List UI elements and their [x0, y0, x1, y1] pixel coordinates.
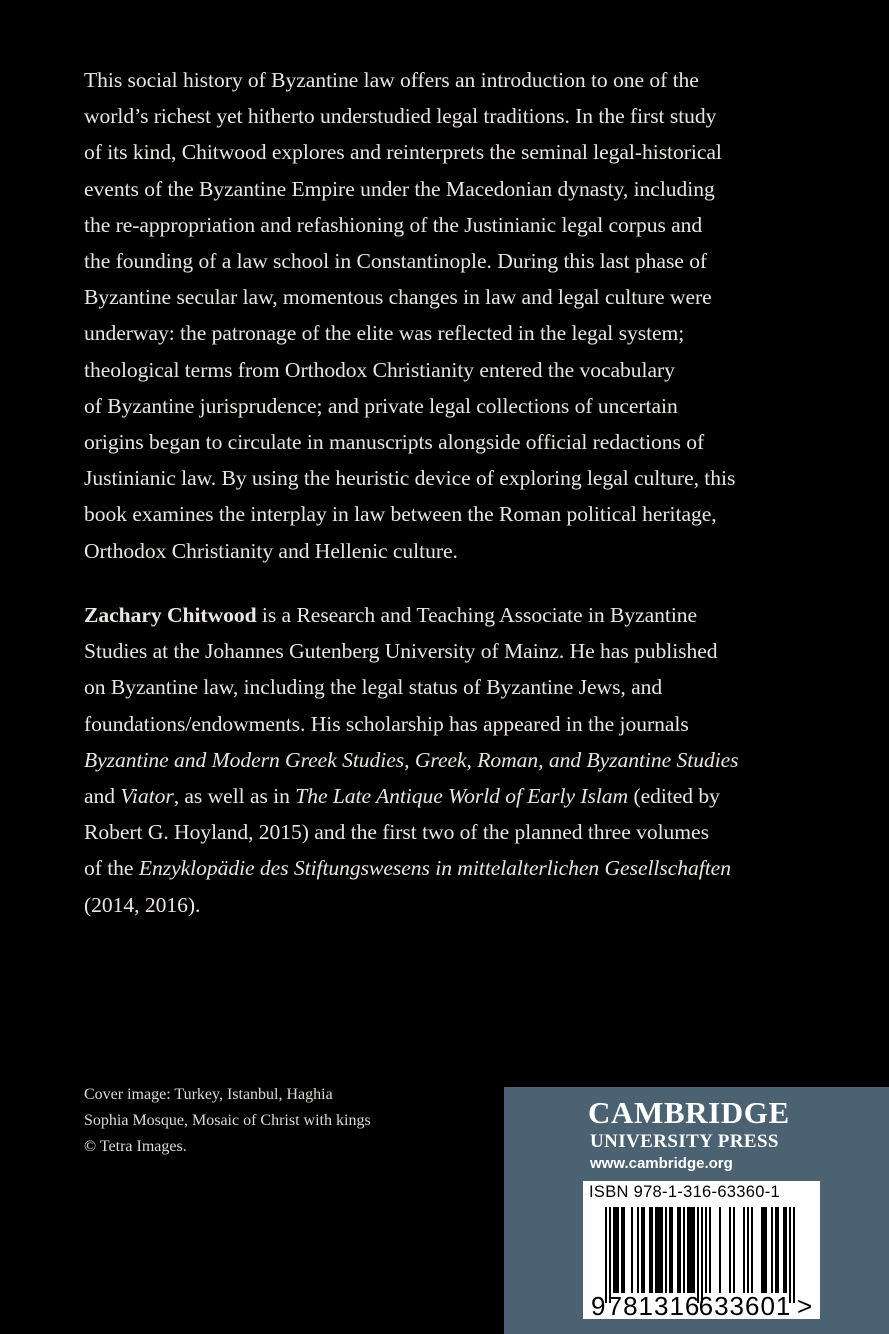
publisher-subtitle: UNIVERSITY PRESS — [590, 1131, 779, 1152]
barcode-bar — [609, 1207, 611, 1303]
barcode-bar — [631, 1207, 633, 1293]
barcode-bar — [655, 1207, 657, 1293]
author-bio — [84, 597, 784, 923]
barcode-bar — [691, 1207, 693, 1293]
barcode-bar — [661, 1207, 663, 1293]
barcode-bar — [687, 1207, 689, 1293]
barcode-bar — [785, 1207, 787, 1293]
barcode-bar — [665, 1207, 667, 1293]
barcode-digits-right: 633601 — [698, 1291, 792, 1319]
barcode-bar — [697, 1207, 699, 1303]
barcode-bar — [705, 1207, 707, 1293]
isbn-barcode — [583, 1181, 820, 1319]
blurb-line: the re-appropriation and refashioning of the Justinianic legal corpus and — [84, 212, 703, 237]
barcode-bar — [693, 1207, 695, 1293]
journal-title: Viator — [120, 784, 174, 809]
bio-text: on Byzantine law, including the legal status of Byzantine Jews, and — [84, 675, 663, 700]
blurb-line: theological terms from Orthodox Christianity entered the vocabulary — [84, 357, 675, 382]
barcode-bar — [643, 1207, 645, 1293]
journal-title: Greek, Roman, and Byzantine Studies — [414, 747, 739, 772]
barcode-digits-left: 781316 — [607, 1291, 701, 1319]
barcode-bar — [615, 1207, 617, 1293]
blurb-line: of Byzantine jurisprudence; and private legal collections of uncertain — [84, 393, 678, 418]
bio-text: foundations/endowments. His scholarship has appeared in the journals — [84, 711, 689, 736]
barcode-bar — [709, 1207, 711, 1293]
author-name: Zachary Chitwood — [84, 603, 257, 627]
bio-text: is a Research and Teaching Associate in Byzantine — [256, 603, 698, 627]
barcode-bar — [677, 1207, 679, 1293]
barcode-end-mark: > — [797, 1291, 813, 1319]
journal-title: Byzantine and Modern Greek Studies — [84, 747, 405, 772]
barcode-bar — [743, 1207, 745, 1293]
barcode-bar — [777, 1207, 779, 1293]
blurb-line: Justinianic law. By using the heuristic device of exploring legal culture, this — [84, 466, 736, 491]
barcode-bar — [729, 1207, 731, 1293]
blurb-line: This social history of Byzantine law offers an introduction to one of the — [84, 68, 699, 92]
publisher-url: www.cambridge.org — [590, 1155, 733, 1172]
barcode-bar — [669, 1207, 671, 1293]
barcode-bar — [621, 1207, 623, 1293]
barcode-bar — [689, 1207, 691, 1293]
credit-line: Sophia Mosque, Mosaic of Christ with kings — [84, 1112, 371, 1129]
bio-text: (2014, 2016). — [84, 892, 201, 917]
barcode-bar — [719, 1207, 721, 1293]
barcode-bar — [751, 1207, 753, 1293]
bio-text: of the — [84, 856, 139, 881]
barcode-bar — [783, 1207, 785, 1293]
isbn-number: ISBN 978-1-316-63360-1 — [589, 1183, 780, 1201]
barcode-bar — [649, 1207, 651, 1293]
book-title: The Late Antique World of Early Islam — [295, 784, 629, 809]
barcode-bar — [771, 1207, 773, 1293]
blurb-line: Byzantine secular law, momentous changes in law and legal culture were — [84, 285, 712, 310]
blurb-line: origins began to circulate in manuscripts alongside official redactions of — [84, 430, 705, 455]
barcode-bar — [623, 1207, 625, 1293]
barcode-digit: 9 — [591, 1291, 606, 1319]
barcode-bar — [657, 1207, 659, 1293]
barcode-bars — [605, 1207, 795, 1303]
barcode-bar — [761, 1207, 763, 1293]
barcode-bar — [775, 1207, 777, 1293]
barcode-bar — [733, 1207, 735, 1293]
bio-text: (edited by — [628, 784, 720, 809]
publisher-panel — [504, 1087, 889, 1334]
credit-line: Cover image: Turkey, Istanbul, Haghia — [84, 1086, 333, 1103]
barcode-bar — [763, 1207, 765, 1293]
barcode-bar — [701, 1207, 703, 1303]
blurb-line: of its kind, Chitwood explores and reinterprets the seminal legal-historical — [84, 140, 722, 165]
barcode-bar — [613, 1207, 615, 1293]
barcode-bar — [671, 1207, 673, 1293]
cover-image-credit — [84, 1082, 434, 1160]
barcode-bar — [789, 1207, 791, 1303]
barcode-bar — [683, 1207, 685, 1293]
bio-text: Studies at the Johannes Gutenberg University of Mainz. He has published — [84, 639, 718, 664]
blurb-line: world’s richest yet hitherto understudied legal traditions. In the first study — [84, 104, 717, 129]
barcode-bar — [605, 1207, 607, 1303]
blurb-line: book examines the interplay in law between the Roman political heritage, — [84, 502, 717, 527]
book-title: Enzyklopädie des Stiftungswesens in mittelalterlichen Gesellschaften — [138, 856, 731, 881]
bio-text: , as well as in — [173, 784, 296, 809]
publisher-name: CAMBRIDGE — [588, 1095, 790, 1130]
bio-text: Robert G. Hoyland, 2015) and the first two of the planned three volumes — [84, 820, 709, 845]
barcode-bar — [659, 1207, 661, 1293]
barcode-bar — [651, 1207, 653, 1293]
credit-line: © Tetra Images. — [84, 1138, 187, 1155]
bio-text: and — [84, 784, 121, 809]
back-cover-blurb — [84, 62, 784, 569]
blurb-line: underway: the patronage of the elite was reflected in the legal system; — [84, 321, 685, 346]
barcode-bar — [793, 1207, 795, 1303]
barcode-bar — [765, 1207, 767, 1293]
blurb-line: Orthodox Christianity and Hellenic culture. — [84, 538, 458, 563]
blurb-line: events of the Byzantine Empire under the Macedonian dynasty, including — [84, 176, 715, 201]
barcode-bar — [637, 1207, 639, 1293]
barcode-bar — [617, 1207, 619, 1293]
barcode-bar — [679, 1207, 681, 1293]
bio-text: , — [404, 747, 415, 772]
blurb-line: the founding of a law school in Constantinople. During this last phase of — [84, 249, 708, 274]
barcode-bar — [747, 1207, 749, 1293]
barcode-bar — [641, 1207, 643, 1293]
